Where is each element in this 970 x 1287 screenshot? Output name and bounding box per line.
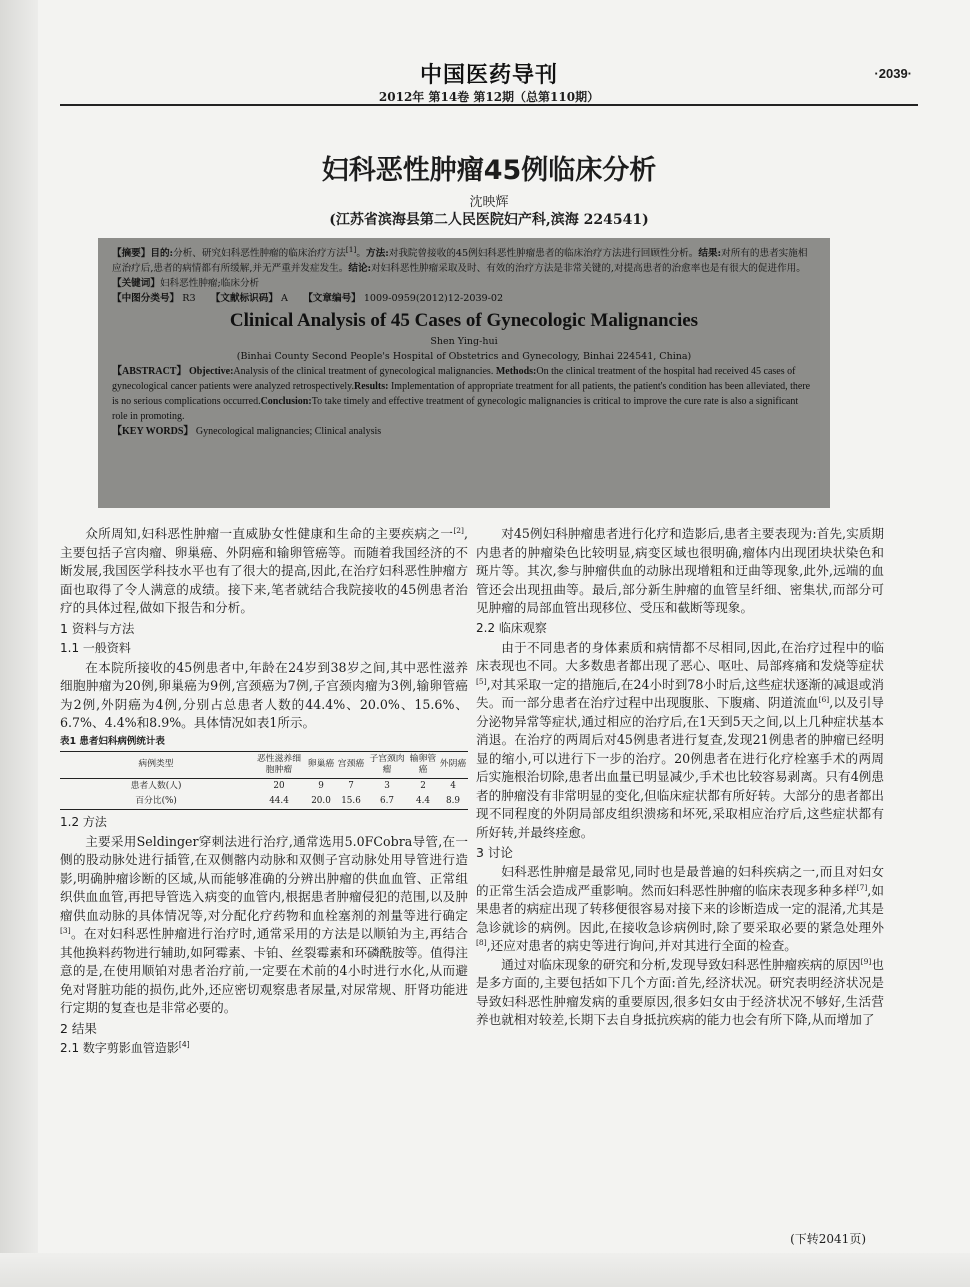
table-cell: 8.9 [446,795,460,806]
keywords-en-label: 【KEY WORDS】 [112,426,194,437]
page-shadow-left [0,0,38,1287]
header-rule [60,104,918,106]
observation-text: 由于不同患者的身体素质和病情都不尽相同,因此,在治疗过程中的临床表现也不同。大多数患者都出现了恶心、呕吐、局部疼痛和发烧等症状 [476,639,884,673]
citation: [6] [818,694,830,704]
keywords-text: 妇科恶性肿瘤;临床分析 [159,278,260,289]
methods-en-label: Methods: [495,366,537,377]
abstract-box [98,238,830,508]
citation: [1] [345,244,357,254]
table-row [60,794,468,810]
table-cell: 2 [420,780,426,791]
clc-value: R3 [182,293,196,304]
result-text: 对所有的患者实施相应治疗后,患者的病情都有所缓解,并无严重并发症发生。 [112,248,808,274]
table-row [60,778,468,794]
table-header-row [60,751,468,778]
table-cell: 20 [273,780,285,791]
discussion-text: 妇科恶性肿瘤是最常见,同时也是最普遍的妇科疾病之一,而且对妇女的正常生活会造成严重影响。然而妇科恶性肿瘤的临床表现多种多样 [476,864,884,898]
citation: [2] [453,525,464,535]
abstract-cn: 【摘要】目的:分析、研究妇科恶性肿瘤的临床治疗方法[1]。方法:对我院曾接收的45例妇科恶性肿瘤患者的临床治疗方法进行回顾性分析。结果:对所有的患者实施相应治疗后,患者的病情都有所缓解,并无严重并发症发生。结论:对妇科恶性肿瘤采取及时、有效的治疗方法是非常关键的,对提高患者的治愈率也是有很大的促进作用。 [112,244,808,274]
table-cell: 4 [450,780,456,791]
objective-en-label: Objective: [188,366,234,377]
objective-text: 分析、研究妇科恶性肿瘤的临床治疗方法 [173,248,346,259]
conclusion-en-label: Conclusion: [260,396,312,407]
english-author: Shen Ying-hui [430,336,498,347]
general-data-paragraph: 在本院所接收的45例患者中,年龄在24岁到38岁之间,其中恶性滋养细胞肿瘤为20例,卵巢癌为9例,宫颈癌为7例,子宫颈肉瘤为3例,输卵管癌为2例,外阴癌为4例,分别占总患者人数的44.4%、20.0%、15.6%、6.7%、4.4%和8.9%。具体情况如表1所示。 [60,659,468,730]
table-cell: 15.6 [341,795,361,806]
citation: [5] [476,676,487,686]
table-header-cell: 宫颈癌 [337,759,365,769]
abstract-en-label: 【ABSTRACT】 [112,366,187,377]
table-header-cell: 卵巢癌 [307,759,335,769]
intro-text-cont: ,主要包括子宫肉瘤、卵巢癌、外阴癌和输卵管癌等。而随着我国经济的不断发展,我国医学科技水平也有了很大的提高,因此,在治疗妇科恶性肿瘤方面也取得了令人满意的成绩。接下来,笔者就结合我院接收的45例患者治疗的具体过程,做如下报告和分析。 [60,526,468,615]
keywords-en-text: Gynecological malignancies; Clinical analysis [195,426,382,437]
case-statistics-table [60,751,468,810]
table-header-cell: 输卵管癌 [409,753,437,775]
intro-text: 众所周知,妇科恶性肿瘤一直威胁女性健康和生命的主要疾病之一 [85,526,454,541]
method-text-cont: 。在对妇科恶性肿瘤进行治疗时,通常采用的方法是以顺铂为主,再结合其他换料药物进行辅助,如阿霉素、卡铂、丝裂霉素和环磷酰胺等。值得注意的是,在使用顺铂对患者治疗前,一定要在术前的4小时进行水化,从而避免对肾脏功能的损伤,此外,还应密切观察患者尿量,对尿常规、肝肾功能进行定期的复查也是非常必要的。 [60,926,468,1015]
keywords-en [112,424,816,439]
page-number: ·2039· [874,66,912,81]
section-heading: 1 资料与方法 [60,620,135,636]
doc-code-value: A [281,293,288,304]
clc-label: 【中图分类号】 [112,293,180,304]
method-paragraph [60,833,468,1018]
table-cell: 患者人数(人) [130,780,182,791]
abstract-label: 【摘要】 [112,248,151,259]
objective-en-text: Analysis of the clinical treatment of gynecological malignancies. [233,366,494,377]
table-cell: 3 [384,780,390,791]
right-column [476,525,884,1030]
subsection-heading: 2.2 临床观察 [476,620,547,635]
conclusion-en-text: To take timely and effective treatment of gynecologic malignancies is critical to improve the cure rate is also a significant role in promoting. [112,396,799,422]
observation-text-end: ,以及引导分泌物异常等症状,通过相应的治疗后,在1天到5天之间,以上几种症状基本消退。在治疗的两周后对45例患者进行复查,发现21例患者的肿瘤已经明显的缩小,可以进行下一步的治疗。20例患者在进行化疗栓塞手术的两周后实施根治切除,患者出血量已明显减少,手术也比较容易剥离。只有4例患者的肿瘤没有非常明显的变化,但临床症状都有所好转。大部分的患者都出现不同程度的外阴局部皮组织溃疡和坏死,采取相应治疗后,这些症状都有所好转,并最终痊愈。 [476,695,884,840]
section-heading: 3 讨论 [476,845,513,860]
method-text: 对我院曾接收的45例妇科恶性肿瘤患者的临床治疗方法进行回顾性分析。 [388,248,699,259]
method-text: 主要采用Seldinger穿刺法进行治疗,通常选用5.0FCobra导管,在一侧的股动脉处进行插管,在双侧髂内动脉和双侧子宫动脉处用导管进行造影,明确肿瘤诊断的区域,从而能够准确的分辨出肿瘤的供血血管、正常组织供血血管,再把导管选入病变的血管内,根据患者肿瘤侵犯的范围,以及肿瘤供血动脉的具体情况等,对分配化疗药物和血栓塞剂的剂量等进行确定 [60,833,468,923]
abstract-en [112,364,816,424]
observation-text-cont: ,对其采取一定的措施后,在24小时到78小时后,这些症状逐渐的减退或消失。而一部分患者在治疗过程中出现腹胀、下腹痛、阴道流血 [476,676,884,710]
citation: [7] [856,882,868,892]
article-no-value: 1009-0959(2012)12-2039-02 [363,293,504,304]
table-cell: 7 [348,780,354,791]
doc-code-label: 【文献标识码】 [210,293,278,304]
page-shadow-bottom [0,1253,970,1287]
table-cell: 20.0 [311,795,331,806]
keywords-cn [112,276,816,291]
classification-line [112,291,816,306]
subsection-heading: 1.2 方法 [60,814,107,829]
citation: [9] [860,956,872,966]
table-cell: 百分比(%) [135,795,177,806]
table-header-cell: 恶性滋养细胞肿瘤 [257,753,301,775]
dsa-results-paragraph: 对45例妇科肿瘤患者进行化疗和造影后,患者主要表现为:首先,实质期内患者的肿瘤染色比较明显,病变区域也很明确,瘤体内出现团块状染色和斑片等。其次,参与肿瘤供血的动脉出现增粗和迂曲等现象,此外,远端的血管还会出现扭曲等。最后,部分新生肿瘤的血管呈纤细、密集状,而部分可见肿瘤的局部血管出现移位、受压和截断等现象。 [476,526,884,615]
keywords-label: 【关键词】 [112,278,160,289]
clinical-observation-paragraph [476,639,884,843]
table-header-cell: 病例类型 [138,759,174,769]
table-cell: 4.4 [416,795,430,806]
subsection-title: 2.1 数字剪影血管造影 [60,1040,179,1055]
result-label: 结果: [698,248,722,259]
citation: [8] [476,937,487,947]
method-label: 方法: [366,248,389,259]
methods-en-text: On the clinical treatment of the hospital had received 45 cases of gynecological cancer patients were analyzed retrospectively. [112,366,796,392]
citation: [4] [178,1039,190,1049]
english-title: Clinical Analysis of 45 Cases of Gynecologic Malignancies [229,310,699,331]
discussion-text-end: ,还应对患者的病史等进行询问,并对其进行全面的检查。 [486,938,797,953]
table-cell: 44.4 [269,795,289,806]
page-header [60,58,918,106]
table-header-cell: 子宫颈肉瘤 [369,753,405,775]
subsection-heading: 1.1 一般资料 [60,640,131,655]
journal-name: 中国医药导刊 [419,63,558,88]
objective-label: 目的: [150,248,174,259]
table-cell: 9 [318,780,324,791]
results-en-text: Implementation of appropriate treatment for all patients, the patient's condition has been alleviated, there is no serious complications occurred. [112,381,811,407]
table-caption: 表1 患者妇科病例统计表 [60,735,165,747]
citation: [3] [60,925,71,935]
english-affiliation: (Binhai County Second People's Hospital of Obstetrics and Gynecology, Binhai 224541, China) [236,351,692,362]
causes-text: 通过对临床现象的研究和分析,发现导致妇科恶性肿瘤疾病的原因 [501,956,861,972]
table-header-cell: 外阴癌 [439,759,467,769]
article-affiliation: (江苏省滨海县第二人民医院妇产科,滨海 224541) [329,212,649,228]
causes-paragraph [476,956,884,1030]
results-en-label: Results: [354,381,389,392]
causes-text-cont: 也是多方面的,主要包括如下几个方面:首先,经济状况。研究表明经济状况是导致妇科恶性肿瘤发病的重要原因,很多妇女由于经济状况不够好,生活营养也就相对较差,长期下去自身抵抗疾病的能力也会有所下降,从而增加了 [476,956,884,1027]
left-column [60,525,468,1059]
conclusion-text: 对妇科恶性肿瘤采取及时、有效的治疗方法是非常关键的,对提高患者的治愈率也是有很大的促进作用。 [371,263,806,274]
article-title: 妇科恶性肿瘤45例临床分析 [321,155,657,186]
intro-paragraph [60,525,468,618]
subsection-heading [60,1039,468,1058]
section-heading: 2 结果 [60,1020,97,1036]
table-cell: 6.7 [380,795,394,806]
continued-note: (下转2041页) [790,1232,866,1246]
discussion-paragraph [476,863,884,956]
discussion-text-cont: ,如果患者的病症出现了转移便很容易对接下来的诊断造成一定的混淆,尤其是急诊就诊的病例。因此,在接收急诊病例时,除了要采取必要的紧急处理外 [476,882,884,935]
issue-line: 2012年 第14卷 第12期（总第110期） [378,90,600,104]
article-author: 沈映辉 [469,195,509,210]
article-no-label: 【文章编号】 [303,293,361,304]
conclusion-label: 结论: [348,263,372,274]
